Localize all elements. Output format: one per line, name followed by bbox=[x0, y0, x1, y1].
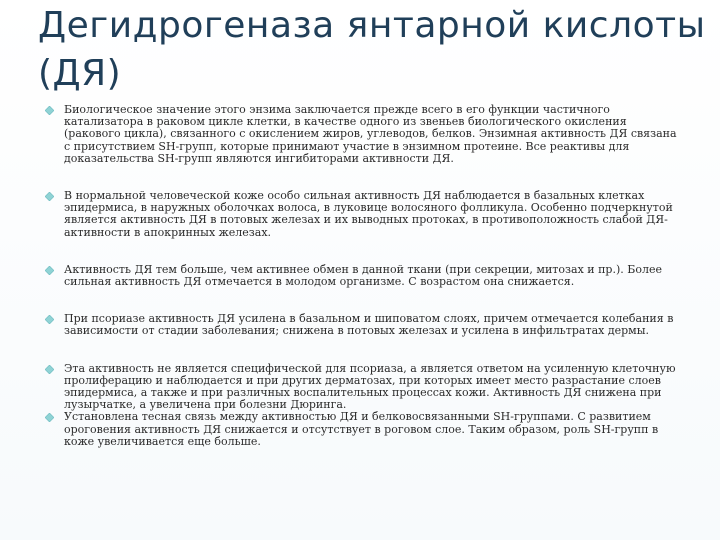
bullet-text: Биологическое значение этого энзима заключается прежде всего в его функции частичного катализатора в раковом цикле клетки, в качестве одного из звеньев биологического окисления (ракового цикла), связанного с окислением жиров, углеводов, белков. Энзимная активность ДЯ связана с присутствием SH-групп, которые принимают участие в энзимном протеине. Все реактивы для доказательства SH-групп являются ингибиторами активности ДЯ. bbox=[64, 103, 677, 165]
bullet-text: Эта активность не является специфической для псориаза, а является ответом на усиленную клеточную пролиферацию и наблюдается и при других дерматозах, при которых имеет место разрастание слоев эпидермиса, а также и при различных воспалительных процессах кожи. Активность ДЯ снижена при лузырчатке, а увеличена при болезни Дюринга. bbox=[64, 361, 676, 412]
bullet-item bbox=[40, 313, 680, 337]
bullet-list bbox=[40, 104, 680, 448]
bullet-item bbox=[40, 104, 680, 165]
diamond-bullet-icon bbox=[45, 106, 54, 115]
diamond-bullet-icon bbox=[45, 413, 54, 422]
bullet-item bbox=[40, 264, 680, 288]
bullet-item bbox=[40, 190, 680, 239]
diamond-bullet-icon bbox=[45, 315, 54, 324]
diamond-bullet-icon bbox=[45, 192, 54, 201]
bullet-text: Активность ДЯ тем больше, чем активнее обмен в данной ткани (при секреции, митозах и пр.). Более сильная активность ДЯ отмечается в молодом организме. С возрастом она снижается. bbox=[64, 262, 662, 289]
slide-title: Дегидрогеназа янтарной кислоты (ДЯ) bbox=[38, 5, 706, 94]
bullet-text: В нормальной человеческой коже особо сильная активность ДЯ наблюдается в базальных клетках эпидермиса, в наружных оболочках волоса, в луковице волосяного фолликула. Особенно подчеркнутой является активность ДЯ в потовых железах и их выводных протоках, в противоположность слабой ДЯ-активности в апокринных железах. bbox=[64, 189, 673, 239]
bullet-item bbox=[40, 363, 680, 412]
bullet-item bbox=[40, 411, 680, 448]
bullet-text: Установлена тесная связь между активностью ДЯ и белковосвязанными SH-группами. С развитием ороговения активность ДЯ снижается и отсутствует в роговом слое. Таким образом, роль SH-групп в коже увеличивается еще больше. bbox=[64, 410, 659, 448]
bullet-text: При псориазе активность ДЯ усилена в базальном и шиповатом слоях, причем отмечается колебания в зависимости от стадии заболевания; снижена в потовых железах и усилена в инфильтратах дермы. bbox=[64, 312, 674, 338]
diamond-bullet-icon bbox=[45, 365, 54, 374]
diamond-bullet-icon bbox=[45, 266, 54, 275]
